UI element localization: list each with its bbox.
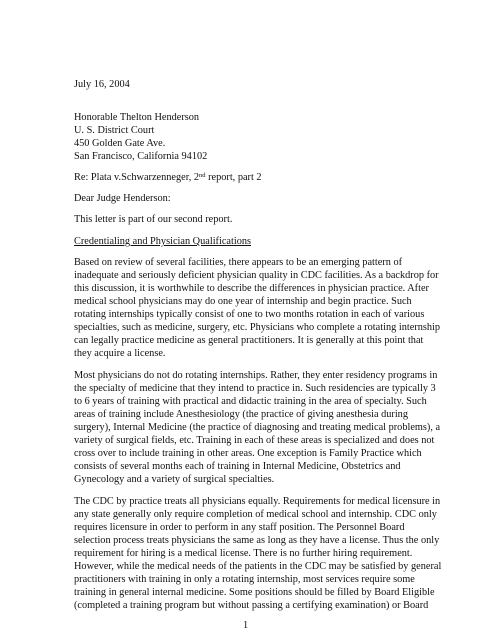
recipient-court: U. S. District Court	[74, 125, 155, 136]
paragraph-line: consists of several months each of training in Internal Medicine, Obstetrics and	[74, 461, 401, 472]
salutation: Dear Judge Henderson:	[74, 193, 171, 204]
paragraph-line: the specialty of medicine that they intend to practice in. Such residencies are typically 3	[74, 383, 436, 394]
paragraph-line: inadequate and seriously deficient physician quality in CDC facilities. As a backdrop for	[74, 270, 439, 281]
recipient-name: Honorable Thelton Henderson	[74, 112, 200, 123]
paragraph-line: this discussion, it is worthwhile to describe the differences in physician practice. After	[74, 283, 429, 294]
paragraph-line: areas of training include Anesthesiology (the practice of giving anesthesia during	[74, 409, 408, 420]
paragraph-line: selection process treats physicians the same as long as they have a license. Thus the only	[74, 535, 440, 546]
paragraph-line: Most physicians do not do rotating internships. Rather, they enter residency programs in	[74, 370, 438, 381]
paragraph-line: Based on review of several facilities, there appears to be an emerging pattern of	[74, 257, 403, 268]
paragraph-line: cross over to include training in other areas. One exception is Family Practice which	[74, 448, 422, 459]
paragraph-line: specialties, such as medicine, surgery, etc. Physicians who complete a rotating internship	[74, 322, 441, 333]
paragraph-line: requires licensure in order to perform in any staff position. The Personnel Board	[74, 522, 405, 533]
subject-ordinal: nd	[199, 172, 206, 179]
paragraph-line: rotating internships typically consist of one to two months rotation in each of various	[74, 309, 425, 320]
intro-sentence: This letter is part of our second report.	[74, 214, 233, 225]
paragraph-line: practitioners with training in only a rotating internship, most services require some	[74, 574, 415, 585]
paragraph-line: can legally practice medicine as general practitioners. It is generally at this point that	[74, 335, 424, 346]
recipient-city: San Francisco, California 94102	[74, 151, 208, 162]
paragraph-line: training in general internal medicine. Some positions should be filled by Board Eligible	[74, 587, 435, 598]
paragraph-line: they acquire a license.	[74, 348, 166, 359]
page-number: 1	[243, 620, 249, 631]
subject-suffix: report, part 2	[205, 172, 262, 183]
paragraph-line: to 6 years of training with practical and didactic training in the area of specialty. Such	[74, 396, 427, 407]
letter-date: July 16, 2004	[74, 79, 130, 90]
paragraph-line: surgery), Internal Medicine (the practice of diagnosing and treating medical problems), a	[74, 422, 441, 433]
paragraph-line: However, while the medical needs of the patients in the CDC may be satisfied by general	[74, 561, 442, 572]
paragraph-line: (completed a training program but without passing a certifying examination) or Board	[74, 600, 429, 611]
paragraph-line: any state generally only require completion of medical school and internship. CDC only	[74, 509, 437, 520]
paragraph-line: The CDC by practice treats all physicians equally. Requirements for medical licensure in	[74, 496, 441, 507]
paragraph-line: medical school physicians may do one year of internship and begin practice. Such	[74, 296, 412, 307]
recipient-street: 450 Golden Gate Ave.	[74, 138, 166, 149]
paragraph-line: requirement for hiring is a medical license. There is no further hiring requirement.	[74, 548, 413, 559]
section-heading: Credentialing and Physician Qualifications	[74, 236, 252, 247]
paragraph-line: variety of surgical fields, etc. Training in each of these areas is specialized and does not	[74, 435, 435, 446]
subject-line	[74, 171, 262, 184]
subject-prefix: Re: Plata v.Schwarzenneger, 2	[74, 172, 200, 183]
paragraph-line: Gynecology and a variety of surgical specialties.	[74, 474, 275, 485]
